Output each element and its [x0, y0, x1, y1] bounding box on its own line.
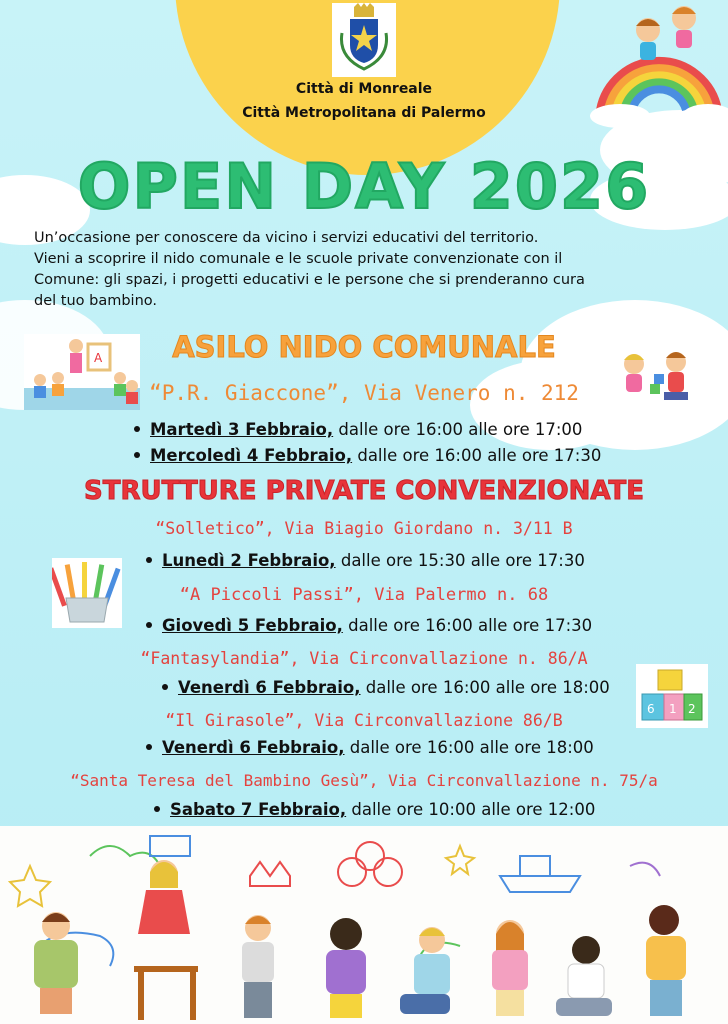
school-venue: “Fantasylandia”, Via Circonvallazione n. 86/A	[140, 649, 588, 668]
intro-line: Comune: gli spazi, i progetti educativi e le persone che si prenderanno cura	[34, 272, 585, 288]
nido-venue: “P.R. Giaccone”, Via Venero n. 212	[149, 381, 579, 405]
slot-hours: dalle ore 10:00 alle ore 12:00	[351, 800, 596, 819]
drawing-kids-illustration	[0, 826, 728, 1024]
slot-hours: dalle ore 16:00 alle ore 17:30	[348, 616, 593, 635]
slot-day: Sabato 7 Febbraio,	[170, 800, 347, 819]
school-venue: “Santa Teresa del Bambino Gesù”, Via Circonvallazione n. 75/a	[70, 771, 658, 790]
school-venue: “Solletico”, Via Biagio Giordano n. 3/11 B	[155, 519, 573, 538]
slot-hours: dalle ore 16:00 alle ore 18:00	[349, 738, 594, 757]
svg-text:1: 1	[669, 702, 677, 716]
bullet	[154, 806, 160, 812]
slot-day: Lunedì 2 Febbraio,	[162, 551, 336, 570]
slot-hours: dalle ore 16:00 alle ore 17:30	[357, 446, 602, 465]
intro-line: del tuo bambino.	[34, 293, 157, 309]
open-day-title: OPEN DAY 2026	[77, 150, 651, 223]
intro-line: Un’occasione per conoscere da vicino i servizi educativi del territorio.	[34, 230, 539, 246]
slot-day: Giovedì 5 Febbraio,	[162, 616, 343, 635]
school-venue: “A Piccoli Passi”, Via Palermo n. 68	[179, 585, 549, 605]
nido-slot-2	[134, 446, 601, 465]
monreale-crest	[332, 3, 396, 77]
bullet	[162, 684, 168, 690]
slot-day: Venerdì 6 Febbraio,	[178, 678, 361, 697]
bullet	[146, 622, 152, 628]
metro-name: Città Metropolitana di Palermo	[242, 105, 486, 121]
rainbow-kids-illustration	[590, 0, 728, 130]
private-heading: STRUTTURE PRIVATE CONVENZIONATE	[84, 476, 644, 506]
nido-heading: ASILO NIDO COMUNALE	[172, 330, 556, 364]
slot-hours: dalle ore 15:30 alle ore 17:30	[340, 551, 585, 570]
bullet	[134, 426, 140, 432]
slot-day: Venerdì 6 Febbraio,	[162, 738, 345, 757]
svg-text:6: 6	[647, 702, 655, 716]
svg-text:A: A	[94, 351, 103, 365]
bullet	[134, 452, 140, 458]
bullet	[146, 557, 152, 563]
school-slot	[146, 616, 592, 635]
school-venue: “Il Girasole”, Via Circonvallazione 86/B	[165, 711, 563, 730]
school-slot	[146, 738, 594, 757]
svg-text:2: 2	[688, 702, 696, 716]
nido-slot-1	[134, 420, 582, 439]
intro-paragraph	[34, 228, 702, 312]
school-slot	[162, 678, 610, 697]
slot-day: Martedì 3 Febbraio,	[150, 420, 334, 439]
slot-day: Mercoledì 4 Febbraio,	[150, 446, 353, 465]
slot-hours: dalle ore 16:00 alle ore 18:00	[365, 678, 610, 697]
school-slot	[146, 551, 585, 570]
bullet	[146, 744, 152, 750]
city-name: Città di Monreale	[295, 81, 433, 97]
intro-line: Vieni a scoprire il nido comunale e le scuole private convenzionate con il	[34, 251, 563, 267]
slot-hours: dalle ore 16:00 alle ore 17:00	[338, 420, 583, 439]
school-slot	[154, 800, 595, 819]
